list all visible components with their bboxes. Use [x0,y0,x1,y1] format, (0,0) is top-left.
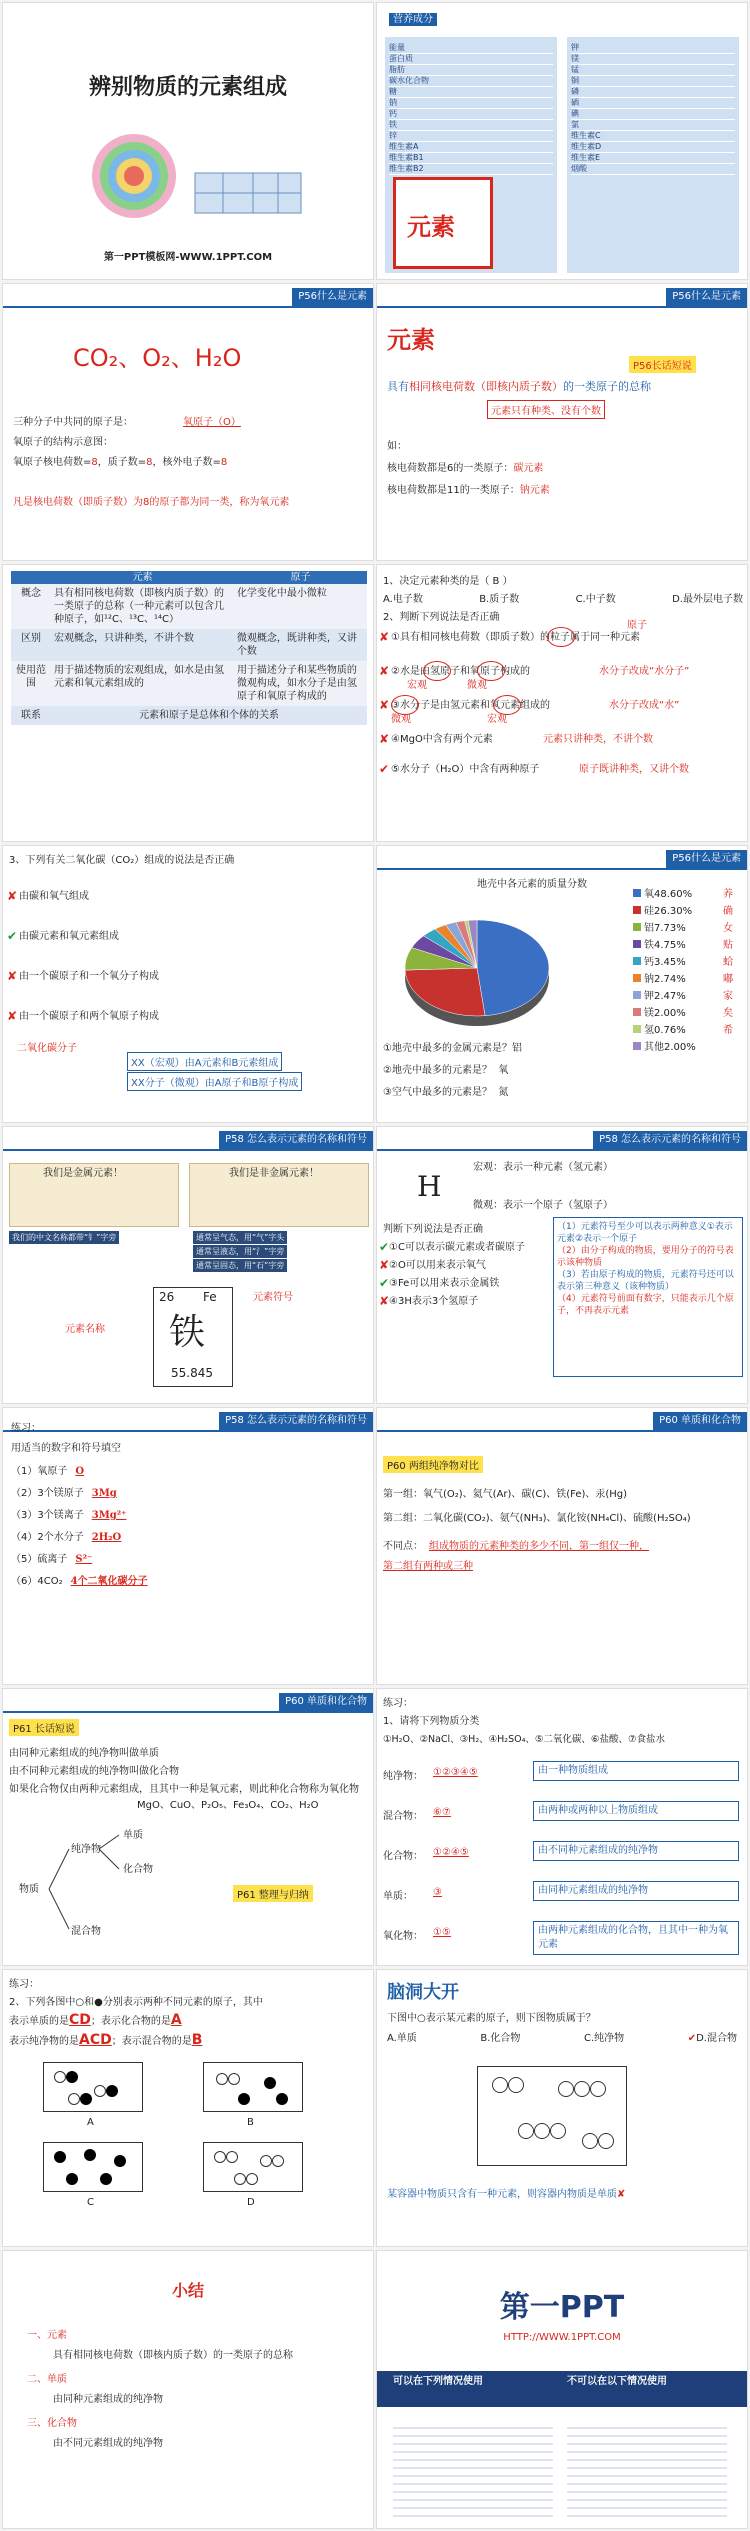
legend-swatch [633,974,641,982]
nutrition-row: 钾 [571,43,735,54]
legend-label: 钙3.45% [644,957,686,968]
classify-answer: ①⑤ [433,1927,451,1938]
classify-answer: ①②④⑤ [433,1847,469,1858]
nutrition-row: 锰 [571,65,735,76]
exercise-answer: 3Mg [91,1488,117,1499]
legend-label: 其他2.00% [644,1042,696,1053]
label-macro-2: 宏观 [487,714,507,725]
nutrition-row: 锌 [389,131,553,142]
slide-6[interactable] [376,564,748,842]
question: 3、下列有关二氧化碳（CO₂）组成的说法是否正确 [9,855,235,866]
nutrition-row: 氯 [571,120,735,131]
legend-item [633,937,723,954]
text-3: 由不同元素组成的纯净物 [53,2438,163,2449]
legend-label: 钾2.47% [644,991,686,1002]
item-2: 由碳元素和氧元素组成 [19,931,119,942]
diff-label: 不同点： [383,1541,423,1552]
organize-tag: P61 整理与归纳 [233,1885,313,1902]
col-element: 元素 [132,572,153,583]
item-4: ④3H表示3个氢原子 [389,1296,479,1307]
question-3: 氧原子核电荷数=8，质子数=8，核外电子数=8 [13,457,228,468]
legend-swatch [633,906,641,914]
circle-mark [391,695,419,715]
oxide-examples: MgO、CuO、P₂O₅、Fe₃O₄、CO₂、H₂O [137,1800,319,1811]
item-3: 由一个碳原子和一个氧分子构成 [19,971,159,982]
info-box-1: XX（宏观）由A元素和B元素组成 [127,1052,282,1071]
slide-title: 辨别物质的元素组成 [88,75,287,100]
macro-meaning: 宏观：表示一种元素（氢元素） [473,1162,613,1173]
nutrition-row: 碳水化合物 [389,76,553,87]
cross-icon: ✘ [379,1294,390,1308]
tree-compound: 化合物 [123,1864,153,1875]
item-2: ②O可以用来表示氧气 [389,1260,486,1271]
slide-12[interactable] [376,1407,748,1685]
classify-label: 氧化物： [383,1931,423,1942]
nutrition-row: 维生素D [571,142,735,153]
slide-11[interactable] [2,1407,374,1685]
classify-row [383,1839,743,1879]
slide-tag: P56什么是元素 [666,288,747,306]
table-cell: 具有相同核电荷数（即核内质子数）的一类原子的总称（一种元素可以包含几种原子，如¹²C、¹³C、¹⁴C） [54,588,224,625]
slide-18[interactable] [376,2250,748,2529]
item-1: ①具有相同核电荷数（即质子数）的粒子属于同一种元素 [391,632,640,643]
item-4: 由一个碳原子和两个氧原子构成 [19,1011,159,1022]
tree-matter: 物质 [19,1884,39,1895]
element-symbol: Fe [203,1290,217,1304]
table-cell: 使用范围 [16,665,46,689]
element-label: 元素 [407,213,455,241]
slide-2[interactable] [376,2,748,280]
hint-1: 我们的中文名称都带“钅”字旁 [9,1231,119,1244]
nutrition-row: 铁 [389,120,553,131]
question-2: 氧原子的结构示意图： [13,437,113,448]
circle-mark [493,695,521,715]
group-1: 第一组：氧气(O₂)、氦气(Ar)、碳(C)、铁(Fe)、汞(Hg) [383,1489,628,1500]
legend-swatch [633,889,641,897]
question-3: ③空气中最多的元素是？ 氮 [383,1087,509,1098]
hint-4: 通常呈固态，用“石”字旁 [193,1259,287,1272]
classify-answer: ③ [433,1887,442,1898]
note-box: 元素只有种类、没有个数 [487,400,605,419]
legend-label: 硅26.30% [644,906,693,917]
nutrition-row: 维生素E [571,153,735,164]
label-micro: 微观 [467,680,487,691]
classify-note: 由同种元素组成的纯净物 [533,1881,739,1901]
nutrition-row: 维生素C [571,131,735,142]
question-line-1: 2、下列各图中○和●分别表示两种不同元素的原子，其中 [9,1997,263,2008]
classify-note: 由两种或两种以上物质组成 [533,1801,739,1821]
slide-tag: P58 怎么表示元素的名称和符号 [219,1412,373,1430]
table-cell: 用于描述分子和某些物质的微观构成，如水分子是由氢原子和氧原子构成的 [236,665,357,702]
cross-icon: ✘ [379,732,390,746]
question-2: 2、判断下列说法是否正确 [383,612,500,623]
exercise-row [11,1574,311,1596]
legend-swatch [633,957,641,965]
pie-chart [397,906,557,1036]
slide-footer: 第一PPT模板网-WWW.1PPT.COM [103,252,273,263]
classify-label: 单质： [383,1891,413,1902]
note-4: 元素只讲种类，不讲个数 [543,734,653,745]
cross-icon: ✘ [379,664,390,678]
question-1: 1、决定元素种类的是（ B ） [383,576,513,587]
periodic-wheel-image [89,131,179,221]
exercise-label: （5）硫离子 [11,1554,68,1565]
item-5: ⑤水分子（H₂O）中含有两种原子 [391,764,540,775]
slide-title: 脑洞大开 [387,1982,459,2003]
slide-13[interactable] [2,1688,374,1966]
circle-mark [547,627,575,647]
legend-item [633,1039,723,1056]
link-list-left [393,2421,553,2517]
judge: 判断下列说法是否正确 [383,1224,483,1235]
nutrition-row: 维生素B2 [389,164,553,175]
label-name: 元素名称 [65,1324,105,1335]
table-row [11,706,367,725]
slide-10[interactable] [376,1126,748,1404]
table-row [11,629,367,661]
table-cell: 元素和原子是总体和个体的关系 [139,710,279,721]
hint-3: 通常呈液态，用“氵”字旁 [193,1245,287,1258]
nutrition-row: 磷 [571,87,735,98]
legend-swatch [633,1042,641,1050]
hint-2: 通常呈气态，用“气”字头 [193,1231,287,1244]
nutrition-row: 糖 [389,87,553,98]
slide-tag: P60 单质和化合物 [653,1412,747,1430]
item-3: ③Fe可以用来表示金属铁 [389,1278,500,1289]
table-cell: 用于描述物质的宏观组成，如水是由氢元素和氧元素组成的 [54,665,224,689]
legend-label: 铝7.73% [644,923,686,934]
table-cell: 微观概念，既讲种类，又讲个数 [236,633,357,657]
nutrition-row: 钠 [389,98,553,109]
classify-label: 纯净物： [383,1771,423,1782]
legend-item [633,920,723,937]
circle-mark [423,661,451,681]
cross-icon: ✘ [7,889,18,903]
box-C [43,2142,143,2192]
exercise-label: （2）3个镁原子 [11,1488,84,1499]
text-1: 具有相同核电荷数（即核内质子数）的一类原子的总称 [53,2350,293,2361]
item-4: ④MgO中含有两个元素 [391,734,493,745]
heading-1: 一、元素 [27,2330,67,2341]
symbol-H: H [417,1170,442,1203]
check-icon: ✔ [379,762,390,776]
cross-icon: ✘ [7,969,18,983]
label-D: D [247,2197,255,2208]
classify-answer: ①②③④⑤ [433,1767,478,1778]
cross-icon: ✘ [379,1258,390,1272]
diff-1: 组成物质的元素种类的多少不同，第一组仅一种， [429,1541,649,1552]
line-1: 由同种元素组成的纯净物叫做单质 [9,1748,159,1759]
label-A: A [87,2117,94,2128]
legend-swatch [633,923,641,931]
exercise-label: （1）氧原子 [11,1466,68,1477]
question-1: 三种分子中共同的原子是： [13,417,133,428]
exercise-row [11,1508,311,1530]
slide-7[interactable] [2,845,374,1123]
cross-icon: ✘ [379,698,390,712]
nutrition-row: 铜 [571,76,735,87]
note-5: 原子既讲种类，又讲个数 [579,764,689,775]
note-3: 水分子改成“水” [609,700,680,711]
example-1: 核电荷数都是6的一类原子：碳元素 [387,463,544,474]
legend-swatch [633,940,641,948]
practice-title: 练习： [383,1698,413,1709]
legend-item [633,1005,723,1022]
box-A [43,2062,143,2112]
legend-label: 氧48.60% [644,889,693,900]
legend-item [633,1022,723,1039]
box-D [203,2142,303,2192]
legend-swatch [633,1025,641,1033]
col-atom: 原子 [290,572,311,583]
label-symbol: 元素符号 [253,1292,293,1303]
mnemonic: 养确女贴蛤嘟家矣希 [723,889,733,1036]
slide-tag: P56什么是元素 [292,288,373,306]
nutrition-row: 烟酸 [571,164,735,175]
legend-swatch [633,1008,641,1016]
exercise-row [11,1464,311,1486]
nutrition-row: 维生素A [389,142,553,153]
slide-8[interactable] [376,845,748,1123]
classify-row [383,1879,743,1919]
question-1: ①地壳中最多的金属元素是？铝 [383,1043,522,1054]
note: 某容器中物质只含有一种元素，则容器内物质是单质✘ [387,2189,626,2200]
exercise-row [11,1530,311,1552]
check-icon: ✔ [379,1276,390,1290]
item-1: 由碳和氧气组成 [19,891,89,902]
classify-label: 混合物： [383,1811,423,1822]
exercise-answer: 4个二氧化碳分子 [70,1576,148,1587]
legend-swatch [633,991,641,999]
question: 下图中○表示某元素的原子，则下图物质属于？ [387,2013,596,2024]
notes-box: （1）元素符号至少可以表示两种意义①表示元素②表示一个原子 （2）由分子构成的物质，要用分子的符号表示该种物质 （3）若由原子构成的物质，元素符号还可以表示第三种意义（该种物质） （4）元素符号前面有数字，只能表示几个原子，不再表示元素 [553,1217,743,1377]
table-row [11,584,367,629]
chart-title: 地壳中各元素的质量分数 [477,879,587,890]
practice-title: 练习： [9,1979,39,1990]
label-micro-2: 微观 [391,714,411,725]
answer-1: 氧原子（O） [183,417,241,428]
caption-metal: 我们是金属元素！ [43,1168,123,1179]
practice-title: 练习： [11,1423,41,1434]
usage-can: 可以在下列情况使用 [393,2376,483,2387]
check-icon: ✔ [379,1240,390,1254]
legend-label: 钠2.74% [644,974,686,985]
slide-tag: P58 怎么表示元素的名称和符号 [219,1131,373,1149]
note-1: 原子 [627,620,647,631]
nutrition-row: 硒 [571,98,735,109]
note-2: 水分子改成“水分子” [599,666,690,677]
compare-tag: P60 两组纯净物对比 [383,1456,483,1473]
classify-row [383,1799,743,1839]
circle-mark [477,661,505,681]
exercise-answer: O [75,1466,85,1477]
nutrition-row: 蛋白质 [389,54,553,65]
slide-4[interactable] [376,283,748,561]
item-2: ②水是由氢原子和氧原子构成的 [391,666,530,677]
caption-nonmetal: 我们是非金属元素！ [229,1168,319,1179]
pie-legend [633,886,723,1056]
label-B: B [247,2117,254,2128]
legend-item [633,954,723,971]
table-cell: 化学变化中最小微粒 [236,588,327,599]
legend-label: 铁4.75% [644,940,686,951]
check-icon: ✔ [7,929,18,943]
info-box-2: XX分子（微观）由A原子和B原子构成 [127,1072,302,1091]
instruction: 用适当的数字和符号填空 [11,1443,121,1454]
options: A.电子数 B.质子数 C.中子数 D.最外层电子数 [383,594,743,605]
slide-title: 元素 [387,326,435,354]
slide-tag: P60 单质和化合物 [279,1693,373,1711]
nutrition-row: 碘 [571,109,735,120]
classify-note: 由一种物质组成 [533,1761,739,1781]
tree-mixture: 混合物 [71,1926,101,1937]
micro-meaning: 微观：表示一个原子（氢原子） [473,1200,613,1211]
nutrition-row: 镁 [571,54,735,65]
nutrition-row: 脂肪 [389,65,553,76]
options: A.单质 B.化合物 C.纯净物 ✔D.混合物 [387,2033,737,2044]
slide-15[interactable] [2,1969,374,2247]
slide-17[interactable] [2,2250,374,2529]
table-cell: 联系 [21,710,41,721]
usage-cannot: 不可以在以下情况使用 [567,2376,667,2387]
atomic-number: 26 [159,1290,175,1304]
question-line-3: 表示纯净物的是ACD；表示混合物的是B [9,2032,203,2048]
cross-icon: ✘ [7,1009,18,1023]
tree-pure: 纯净物 [71,1844,101,1855]
slide-1[interactable] [2,2,374,280]
definition: 具有相同核电荷数（即核内质子数）的一类原子的总称 [387,380,651,393]
label-macro: 宏观 [407,680,427,691]
classify-note: 由不同种元素组成的纯净物 [533,1841,739,1861]
exercise-label: （4）2个水分子 [11,1532,84,1543]
slide-14[interactable] [376,1688,748,1966]
table-cell: 区别 [21,633,41,644]
classify-row [383,1759,743,1799]
diff-2: 第二组有两种或三种 [383,1561,473,1572]
item-1: ①C可以表示碳元素或者碳原子 [389,1242,525,1253]
legend-item [633,988,723,1005]
logo-text: 第一PPT [499,2290,625,2325]
classify-note: 由两种元素组成的化合物，且其中一种为氧元素 [533,1921,739,1955]
nutrition-row: 维生素B1 [389,153,553,164]
nutrition-header: 营养成分 [389,13,437,26]
atomic-mass: 55.845 [171,1366,213,1380]
substance-list: ①H₂O、②NaCl、③H₂、④H₂SO₄、⑤二氧化碳、⑥盐酸、⑦食盐水 [383,1734,665,1745]
pie-slice-硅 [405,968,485,1016]
heading-3: 三、化合物 [27,2418,77,2429]
link-list-right [567,2421,727,2517]
slide-9[interactable] [2,1126,374,1404]
legend-item [633,903,723,920]
element-name: 铁 [169,1312,206,1353]
box-B [203,2062,303,2112]
exercise-row [11,1486,311,1508]
summary-tag: P61 长话短说 [9,1719,79,1736]
question-2: ②地壳中最多的元素是？ 氧 [383,1065,509,1076]
example-label: 如： [387,441,407,452]
summary-tag: P56长话短说 [629,356,696,373]
exercise-label: （3）3个镁离子 [11,1510,84,1521]
example-2: 核电荷数都是11的一类原子：钠元素 [387,485,550,496]
question: 1、请将下列物质分类 [383,1716,480,1727]
group-2: 第二组：二氧化碳(CO₂)、氨气(NH₃)、氯化铵(NH₄Cl)、硫酸(H₂SO₄) [383,1513,691,1524]
heading-2: 二、单质 [27,2374,67,2385]
exercise-label: （6）4CO₂ [11,1576,63,1587]
comparison-table [11,571,367,725]
classify-label: 化合物： [383,1851,423,1862]
slide-5[interactable] [2,564,374,842]
slide-title: 小结 [171,2281,204,2300]
slide-tag: P56什么是元素 [666,850,747,868]
slide-tag: P58 怎么表示元素的名称和符号 [593,1131,747,1149]
nutrition-row: 钙 [389,109,553,120]
table-cell: 概念 [21,588,41,599]
exercise-row [11,1552,311,1574]
exercise-answer: S²⁻ [75,1554,93,1565]
slide-3[interactable] [2,283,374,561]
text-2: 由同种元素组成的纯净物 [53,2394,163,2405]
table-cell: 宏观概念，只讲种类，不讲个数 [54,633,194,644]
periodic-table-image [193,163,303,223]
exercise-answer: 2H₂O [91,1532,122,1543]
exercise-answer: 3Mg²⁺ [91,1510,127,1521]
nutrition-row: 能量 [389,43,553,54]
tree-element: 单质 [123,1830,143,1841]
slide-16[interactable] [376,1969,748,2247]
conclusion: 凡是核电荷数（即质子数）为8的原子都为同一类，称为氧元素 [13,497,290,508]
line-3: 如果化合物仅由两种元素组成，且其中一种是氧元素，则此种化合物称为氧化物 [9,1784,359,1795]
formula-title: CO₂、O₂、H₂O [73,344,242,372]
molecule-box [477,2066,627,2166]
legend-label: 氢0.76% [644,1025,686,1036]
legend-item [633,971,723,988]
item-3: ③水分子是由氢元素和氧元素组成的 [391,700,550,711]
legend-item [633,886,723,903]
note: 二氧化碳分子 [17,1043,77,1054]
classify-row [383,1919,743,1959]
legend-label: 镁2.00% [644,1008,686,1019]
label-C: C [87,2197,94,2208]
line-2: 由不同种元素组成的纯净物叫做化合物 [9,1766,179,1777]
table-row [11,661,367,706]
question-line-2: 表示单质的是CD；表示化合物的是A [9,2012,182,2028]
classify-answer: ⑥⑦ [433,1807,451,1818]
logo-url: HTTP://WWW.1PPT.COM [503,2332,621,2343]
cross-icon: ✘ [379,630,390,644]
